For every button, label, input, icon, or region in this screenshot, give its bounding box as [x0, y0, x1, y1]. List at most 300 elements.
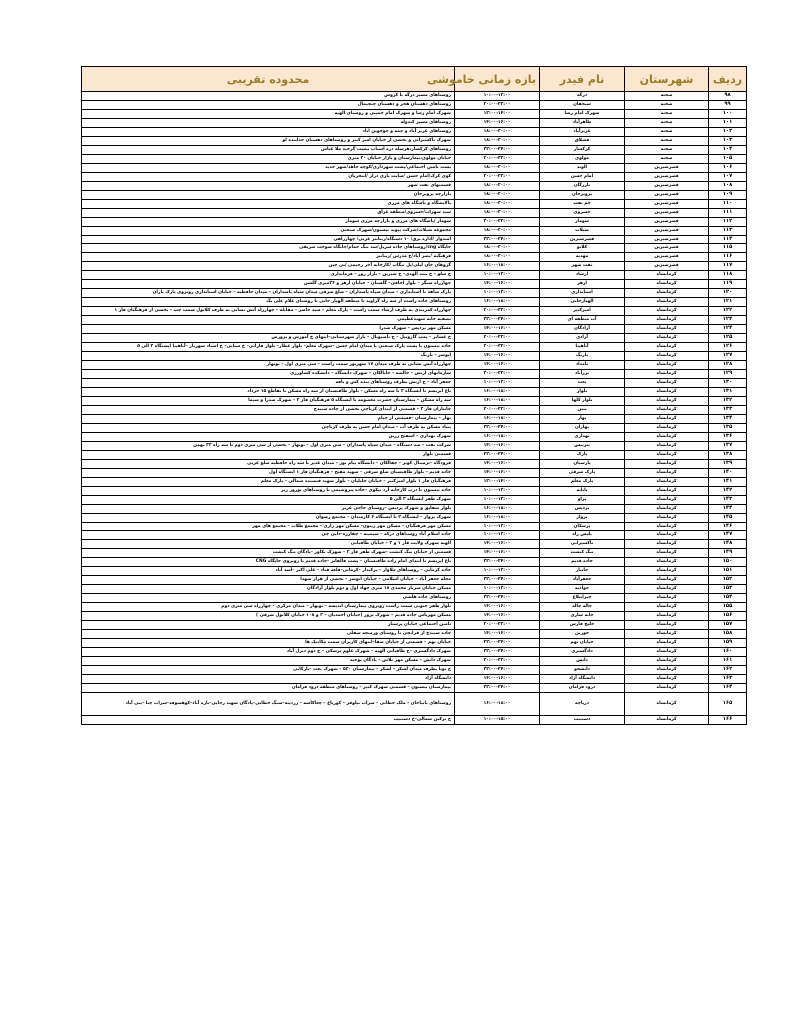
outage-time-cell: ۲۲:۰۰-۲۴:۰۰	[455, 235, 540, 244]
area-cell: چهارراه کمربندی به طرف ارشاد سمت راست – پارک معلم – سید حاضر – مقابله – چهارراه آتش نشانی به طرف کلانول سمت چپ – بخشی از فرهنگیان فاز ۱	[82, 307, 455, 316]
row-number-cell: ۱۰۲	[709, 127, 747, 136]
city-cell: قصرشیرین	[625, 181, 709, 190]
outage-time-cell: ۱۶:۰۰-۱۸:۰۰	[455, 504, 540, 513]
area-cell: قسمتی از خیابان تنگ کنشت –شهرک ظفر فاز ۲ – شهرک تکاور –پادگان تنگ کنشت	[82, 549, 455, 558]
city-cell: کرمانشاه	[625, 513, 709, 522]
table-row	[82, 405, 747, 414]
city-cell: قصرشیرین	[625, 172, 709, 181]
row-number-cell: ۱۴۹	[709, 549, 747, 558]
city-cell: کرمانشاه	[625, 531, 709, 540]
feeder-name-cell: جاده قدیم	[540, 558, 625, 567]
area-cell: روستاهای عزیز آباد و چمه و چوچوین اباد	[82, 127, 455, 136]
area-cell: روستاهای جاده هلشی	[82, 594, 455, 603]
city-cell: کرمانشاه	[625, 666, 709, 675]
area-cell: پالایشگاه و پاسگاه های مرزی	[82, 199, 455, 208]
outage-time-cell: ۲۲:۰۰-۲۴:۰۰	[455, 316, 540, 325]
row-number-cell: ۱۱۸	[709, 271, 747, 280]
city-cell: کرمانشاه	[625, 325, 709, 334]
outage-time-cell: ۲۰:۰۰-۲۲:۰۰	[455, 100, 540, 109]
table-row	[82, 163, 747, 172]
outage-time-cell: ۱۸:۰۰-۲۰:۰۰	[455, 181, 540, 190]
area-cell: تصفیه خانه شهیدعظیمی	[82, 316, 455, 325]
table-row	[82, 100, 747, 109]
outage-time-cell: ۲۲:۰۰-۲۴:۰۰	[455, 683, 540, 692]
feeder-name-cell: قصرشیرین	[540, 235, 625, 244]
feeder-name-cell: خسروی	[540, 208, 625, 217]
city-cell: کرمانشاه	[625, 396, 709, 405]
outage-time-cell: ۱۴:۰۰-۱۶:۰۰	[455, 352, 540, 361]
table-row	[82, 361, 747, 370]
feeder-name-cell: خیابان نهم	[540, 639, 625, 648]
table-row	[82, 450, 747, 459]
table-row	[82, 316, 747, 325]
city-cell: کرمانشاه	[625, 441, 709, 450]
outage-time-cell: ۱۸:۰۰-۲۰:۰۰	[455, 163, 540, 172]
area-cell: روستاهای مسیر درگه تا کروس	[82, 92, 455, 101]
area-cell: شهرک ظفر ایستگاه ۳ الی ۵	[82, 495, 455, 504]
outage-schedule-page	[81, 66, 746, 725]
area-cell: خ سلو – خ بنت الهدی– خ شیرین – بازار روز – فرمانداری	[82, 271, 455, 280]
feeder-name-cell: بامداد	[540, 361, 625, 370]
feeder-name-cell: طاهرآباد	[540, 118, 625, 127]
city-cell: کرمانشاه	[625, 468, 709, 477]
table-row	[82, 432, 747, 441]
feeder-name-cell: امیرکبیر	[540, 307, 625, 316]
table-row	[82, 217, 747, 226]
outage-time-cell: ۲۲:۰۰-۲۴:۰۰	[455, 648, 540, 657]
table-row	[82, 477, 747, 486]
area-cell: جاده کرمانی – روستاهای ملاوار – برکندار –کرمانی–قلعه قباد – علی اکبر –اسد آباد	[82, 567, 455, 576]
outage-time-cell: ۱۸:۰۰-۲۰:۰۰	[455, 190, 540, 199]
feeder-name-cell: بلوار کلها	[540, 396, 625, 405]
area-cell: خیابان نهم – قسمتی از خیابان صفا–انتهای کاربران سمت مکانیک ها	[82, 639, 455, 648]
outage-time-cell: ۱۸:۰۰-۲۰:۰۰	[455, 244, 540, 253]
table-row	[82, 396, 747, 405]
feeder-name-cell: تنگ کنشت	[540, 549, 625, 558]
outage-time-cell: ۱۸:۰۰-۲۰:۰۰	[455, 226, 540, 235]
city-cell: قصرشیرین	[625, 226, 709, 235]
city-cell: کرمانشاه	[625, 603, 709, 612]
outage-time-cell: ۲۰:۰۰-۲۲:۰۰	[455, 154, 540, 163]
row-number-cell: ۱۱۱	[709, 208, 747, 217]
feeder-name-cell: سومار	[540, 217, 625, 226]
table-row	[82, 181, 747, 190]
area-cell: بهار – بیمارستان –قسمتی از خیام	[82, 414, 455, 423]
row-number-cell: ۱۰۷	[709, 172, 747, 181]
row-number-cell: ۱۱۷	[709, 262, 747, 271]
outage-time-cell: ۱۰:۰۰-۱۲:۰۰	[455, 522, 540, 531]
feeder-name-cell: پارک شرقی	[540, 468, 625, 477]
area-cell: روستاهای کرکسار،هرسله دره اسباب بیست گرخند ملا عباس	[82, 145, 455, 154]
row-number-cell: ۱۱۲	[709, 217, 747, 226]
row-number-cell: ۱۳۸	[709, 450, 747, 459]
feeder-name-cell: پارسیان	[540, 459, 625, 468]
table-row	[82, 639, 747, 648]
outage-time-cell: ۱۰:۰۰-۱۲:۰۰	[455, 486, 540, 495]
feeder-name-cell: پارک معلم	[540, 477, 625, 486]
city-cell: کرمانشاه	[625, 567, 709, 576]
feeder-name-cell: خلیج فارس	[540, 621, 625, 630]
row-number-cell: ۱۴۲	[709, 486, 747, 495]
table-row	[82, 540, 747, 549]
feeder-name-cell: پردیس	[540, 504, 625, 513]
feeder-name-cell: چم نفت	[540, 199, 625, 208]
city-cell: کرمانشاه	[625, 683, 709, 692]
row-number-cell: ۱۶۱	[709, 657, 747, 666]
area-cell: روستاهای دهستان هجر و دهستان چنچیمال	[82, 100, 455, 109]
table-row	[82, 621, 747, 630]
feeder-name-cell: بعث	[540, 379, 625, 388]
area-cell: جاده بیستون تا پست پارک صنعتی تا میدان امام حسن –شهرک معلم– بلوار عطار– بلوار فارابی– خ ستایی– خ استاد شهریار –آناهیتا ایستگاه ۳ الی ۵	[82, 343, 455, 352]
feeder-name-cell: پزشکان	[540, 522, 625, 531]
feeder-name-cell: کلاتو	[540, 244, 625, 253]
row-number-cell: ۱۲۷	[709, 352, 747, 361]
row-number-cell: ۱۵۸	[709, 630, 747, 639]
area-cell: مسکن خیابان سرباز محمدی ۱۸ متری جهاد اول و دوم بلوار آزادگان	[82, 585, 455, 594]
area-cell: شهرک پرواز – ایستگاه ۲ تا ایستگاه ۶ کارمندان – مجتمع رضوان	[82, 513, 455, 522]
area-cell: دانشگاه آزاد	[82, 674, 455, 683]
feeder-name-cell: درگه	[540, 92, 625, 101]
outage-time-cell: ۱۴:۰۰-۱۶:۰۰	[455, 549, 540, 558]
city-cell: کرمانشاه	[625, 621, 709, 630]
area-cell: شهرک ناکسیرانی و بخشی از خیابان امیر کبیر و روستاهای دهستان خدابنده لو	[82, 136, 455, 145]
row-number-cell: ۱۰۰	[709, 109, 747, 118]
outage-time-cell: ۱۴:۰۰-۱۶:۰۰	[455, 325, 540, 334]
feeder-name-cell: دانشگاه آزاد	[540, 674, 625, 683]
city-cell: صحنه	[625, 100, 709, 109]
table-row	[82, 154, 747, 163]
outage-time-cell: ۲۲:۰۰-۲۴:۰۰	[455, 450, 540, 459]
outage-time-cell: ۱۴:۰۰-۱۶:۰۰	[455, 540, 540, 549]
outage-time-cell: ۱۴:۰۰-۱۶:۰۰	[455, 468, 540, 477]
table-row	[82, 576, 747, 585]
outage-time-cell: ۱۴:۰۰-۱۶:۰۰	[455, 361, 540, 370]
feeder-name-cell: بهار	[540, 414, 625, 423]
city-cell: کرمانشاه	[625, 558, 709, 567]
feeder-name-cell: آزادی	[540, 334, 625, 343]
row-number-cell: ۱۱۵	[709, 244, 747, 253]
area-cell: شهرک بهداری – اسفنج زرین	[82, 432, 455, 441]
outage-time-cell: ۱۰:۰۰-۱۲:۰۰	[455, 495, 540, 504]
row-number-cell: ۱۱۴	[709, 235, 747, 244]
area-cell: بلوار شقایق و شهرک پردیس –روستای حاجی عزیز	[82, 504, 455, 513]
city-cell: کرمانشاه	[625, 657, 709, 666]
city-cell: قصرشیرین	[625, 208, 709, 217]
city-cell: قصرشیرین	[625, 235, 709, 244]
outage-time-cell: ۱۸:۰۰-۲۰:۰۰	[455, 199, 540, 208]
row-number-cell: ۱۵۵	[709, 603, 747, 612]
city-cell: کرمانشاه	[625, 316, 709, 325]
row-number-cell: ۱۳۹	[709, 459, 747, 468]
outage-time-cell: ۱۰:۰۰-۱۲:۰۰	[455, 289, 540, 298]
outage-time-cell: ۱۶:۰۰-۱۸:۰۰	[455, 414, 540, 423]
column-header-feeder-name: نام فیدر	[540, 67, 625, 92]
city-cell: صحنه	[625, 118, 709, 127]
feeder-name-cell: شیلات	[540, 226, 625, 235]
row-number-cell: ۹۹	[709, 100, 747, 109]
area-cell: باغ ابریشم تا ابتدای امام زاده طاقبستان – پشت فالفانر –جاده قدیم تا روبروی جایگاه CNG	[82, 558, 455, 567]
feeder-name-cell: آزادگان	[540, 325, 625, 334]
area-cell: سومار /پاسگاه های مرزی و بازارچه مرزی سومار	[82, 217, 455, 226]
area-cell: خ عشایر – پمپ گازوییل – خ ناصیونال – بازار شهرستانی–انتهای خ آموزش و پرورش	[82, 334, 455, 343]
outage-time-cell: ۱۴:۰۰-۱۶:۰۰	[455, 603, 540, 612]
area-cell: قسمتی بلوار	[82, 450, 455, 459]
city-cell: صحنه	[625, 109, 709, 118]
row-number-cell: ۱۵۶	[709, 612, 747, 621]
outage-time-cell: ۲۰:۰۰-۲۲:۰۰	[455, 343, 540, 352]
row-number-cell: ۱۵۴	[709, 594, 747, 603]
outage-time-cell: ۱۴:۰۰-۱۶:۰۰	[455, 459, 540, 468]
table-row	[82, 145, 747, 154]
city-cell: کرمانشاه	[625, 585, 709, 594]
outage-time-cell: ۱۴:۰۰-۱۶:۰۰	[455, 630, 540, 639]
row-number-cell: ۱۰۸	[709, 181, 747, 190]
table-row	[82, 307, 747, 316]
feeder-name-cell: ارشاد	[540, 271, 625, 280]
row-number-cell: ۱۳۱	[709, 387, 747, 396]
feeder-name-cell: سنجقان	[540, 100, 625, 109]
row-number-cell: ۱۲۰	[709, 289, 747, 298]
table-row	[82, 414, 747, 423]
outage-time-cell: ۱۴:۰۰-۱۶:۰۰	[455, 280, 540, 289]
outage-time-cell: ۱۶:۰۰-۱۸:۰۰	[455, 262, 540, 271]
feeder-name-cell: درود فرامان	[540, 683, 625, 692]
row-number-cell: ۱۰۹	[709, 190, 747, 199]
table-row	[82, 594, 747, 603]
area-cell: خ ترکین شمالی–خ دستنیب	[82, 715, 455, 724]
table-row	[82, 504, 747, 513]
city-cell: قصرشیرین	[625, 262, 709, 271]
outage-time-cell: ۱۰:۰۰-۱۲:۰۰	[455, 567, 540, 576]
row-number-cell: ۱۵۲	[709, 576, 747, 585]
city-cell: کرمانشاه	[625, 594, 709, 603]
feeder-name-cell: بلوار	[540, 387, 625, 396]
area-cell: روستاهای بانیاحان – ملک خطابی – سراب نیلوفر – کورباغ – چغاکاسه – زردینه–سنگ خطابی–پادگان شهید رجایی–تازه آباد–کوهسوفد–سراب چنا –بنی آباد	[82, 692, 455, 715]
city-cell: کرمانشاه	[625, 674, 709, 683]
area-cell: شهرک دانش – مسکن مهر تلاش – پادگان توحید	[82, 657, 455, 666]
table-row	[82, 226, 747, 235]
table-row	[82, 683, 747, 692]
row-number-cell: ۱۲۶	[709, 343, 747, 352]
row-number-cell: ۱۲۲	[709, 307, 747, 316]
area-cell: مسکن مهرپاس جاده قدیم – شهرک پروز (خیابان احمدیان – ۲ و ۱۰۸ خیابان کلانول شرقی )	[82, 612, 455, 621]
row-number-cell: ۱۶۶	[709, 715, 747, 724]
row-number-cell: ۱۶۳	[709, 674, 747, 683]
outage-time-cell: ۱۸:۰۰-۲۰:۰۰	[455, 253, 540, 262]
area-cell: سید سهراب/خسروی/منطقه عراق	[82, 208, 455, 217]
feeder-name-cell: کرکسار	[540, 145, 625, 154]
city-cell: صحنه	[625, 136, 709, 145]
feeder-name-cell: الهیارخانی	[540, 298, 625, 307]
row-number-cell: ۱۲۴	[709, 325, 747, 334]
row-number-cell: ۱۰۴	[709, 145, 747, 154]
table-row	[82, 253, 747, 262]
row-number-cell: ۱۲۳	[709, 316, 747, 325]
area-cell: شهرک دادگستری –خ طاقبانی الهیه – شهرک علوم پزشکی – خ دوم دیزل آباد	[82, 648, 455, 657]
city-cell: کرمانشاه	[625, 280, 709, 289]
feeder-name-cell: پرواز	[540, 513, 625, 522]
city-cell: کرمانشاه	[625, 715, 709, 724]
city-cell: کرمانشاه	[625, 495, 709, 504]
area-cell: بلوار ظفر جنوبی سمت راست روبروی بیمارستان اندیشه – نوبهار – میدان مرکزی – چهارراه سی متری دوم	[82, 603, 455, 612]
area-cell: انوشر – بارنگ	[82, 352, 455, 361]
outage-time-cell: ۱۰:۰۰-۱۲:۰۰	[455, 92, 540, 101]
area-cell: شرکت نفت – صد دستگاه – میدان سپاه پاسداران – سی متری اول – نوبهار – بخشی از سی متری دوم تا سه راه ۳۲ بهمن	[82, 441, 455, 450]
row-number-cell: ۱۵۹	[709, 639, 747, 648]
table-row	[82, 271, 747, 280]
outage-time-cell: ۱۴:۰۰-۱۶:۰۰	[455, 441, 540, 450]
outage-time-cell: ۲۲:۰۰-۲۴:۰۰	[455, 558, 540, 567]
feeder-name-cell: بهداری	[540, 432, 625, 441]
outage-time-cell: ۲۰:۰۰-۲۲:۰۰	[455, 405, 540, 414]
table-row	[82, 244, 747, 253]
table-row	[82, 325, 747, 334]
table-row	[82, 370, 747, 379]
row-number-cell: ۱۶۲	[709, 666, 747, 675]
column-header-row-number: ردیف	[709, 67, 747, 92]
city-cell: قصرشیرین	[625, 190, 709, 199]
outage-time-cell: ۱۶:۰۰-۱۸:۰۰	[455, 513, 540, 522]
column-header-city: شهرستان	[625, 67, 709, 92]
row-number-cell: ۱۴۰	[709, 468, 747, 477]
table-row	[82, 585, 747, 594]
outage-time-cell: ۱۶:۰۰-۱۸:۰۰	[455, 396, 540, 405]
table-row	[82, 522, 747, 531]
area-cell: جاده قدیم – بلوار طاقبستان ضلع شرقی – شهید مفتح – فرهنگیان فاز ۱ ایستگاه اول	[82, 468, 455, 477]
outage-time-cell: ۱۰:۰۰-۱۲:۰۰	[455, 585, 540, 594]
area-cell: بیمارستان بیستون – قسمتی شهرک کبیر – روستاهای منطقه درود فرامان	[82, 683, 455, 692]
row-number-cell: ۱۳۲	[709, 396, 747, 405]
feeder-name-cell: پراو	[540, 495, 625, 504]
table-row	[82, 558, 747, 567]
outage-time-cell: ۱۸:۰۰-۲۰:۰۰	[455, 127, 540, 136]
outage-time-cell: ۲۰:۰۰-۲۲:۰۰	[455, 334, 540, 343]
table-row	[82, 118, 747, 127]
area-cell: بازارچه پرویزخان	[82, 190, 455, 199]
table-row	[82, 549, 747, 558]
row-number-cell: ۱۴۴	[709, 504, 747, 513]
feeder-name-cell: شهرک امام رضا	[540, 109, 625, 118]
outage-time-cell: ۱۸:۰۰-۲۰:۰۰	[455, 208, 540, 217]
table-row	[82, 495, 747, 504]
area-cell: محله جعفر آباد – خیابان اسلامی – خیابان انوشر – بخشی از هزار شهدا	[82, 576, 455, 585]
city-cell: کرمانشاه	[625, 549, 709, 558]
table-row	[82, 603, 747, 612]
area-cell: مسکن مهر فرهنگیان – مسکن مهر زیتون– مسکن مهر رازی – مجتمع طلاب – مجتمع های مهر	[82, 522, 455, 531]
area-cell: چهارراه سنگر – بلوار اجاقی– گلستان – خیابان ازهر و ۳۶متری گلشن	[82, 280, 455, 289]
area-cell: شهرک امام رضا و شهرک امام خمینی و روستای الهیه	[82, 109, 455, 118]
feeder-name-cell: قشلاق	[540, 136, 625, 145]
row-number-cell: ۱۰۶	[709, 163, 747, 172]
city-cell: کرمانشاه	[625, 334, 709, 343]
outage-time-cell: ۱۶:۰۰-۱۸:۰۰	[455, 692, 540, 715]
row-number-cell: ۱۴۱	[709, 477, 747, 486]
feeder-name-cell: امام حسن	[540, 172, 625, 181]
city-cell: کرمانشاه	[625, 692, 709, 715]
area-cell: خیابان مولوی،بیمارستان و بازار خیابان ۲۰ متری	[82, 154, 455, 163]
outage-time-cell: ۲۲:۰۰-۲۴:۰۰	[455, 639, 540, 648]
city-cell: کرمانشاه	[625, 307, 709, 316]
outage-time-cell: ۱۴:۰۰-۱۶:۰۰	[455, 674, 540, 683]
table-row	[82, 513, 747, 522]
table-row	[82, 468, 747, 477]
area-cell: پشت تامین اجتماعی/پشت شهرداری/کوچه جاهد/شهر جدید	[82, 163, 455, 172]
table-row	[82, 692, 747, 715]
city-cell: صحنه	[625, 92, 709, 101]
table-row	[82, 298, 747, 307]
area-cell: تامین اجتماعی خیابان پرستار	[82, 621, 455, 630]
feeder-name-cell: الوند	[540, 163, 625, 172]
city-cell: کرمانشاه	[625, 540, 709, 549]
table-row	[82, 109, 747, 118]
feeder-name-cell: بهاران	[540, 423, 625, 432]
row-number-cell: ۱۳۳	[709, 405, 747, 414]
city-cell: صحنه	[625, 145, 709, 154]
feeder-name-cell: برزآباد	[540, 370, 625, 379]
city-cell: کرمانشاه	[625, 522, 709, 531]
city-cell: کرمانشاه	[625, 414, 709, 423]
row-number-cell: ۱۴۸	[709, 540, 747, 549]
area-cell: جعفر آباد – خ ارتش بطرف روستاهای بنده کش و بافه	[82, 379, 455, 388]
row-number-cell: ۱۱۶	[709, 253, 747, 262]
area-cell: فرهنگیه /نصر آباد/خ مدرس /زینانبر	[82, 253, 455, 262]
row-number-cell: ۱۳۵	[709, 423, 747, 432]
row-number-cell: ۱۴۵	[709, 513, 747, 522]
feeder-name-cell: آناهیتا	[540, 343, 625, 352]
feeder-name-cell: نفت شهر	[540, 262, 625, 271]
table-row	[82, 92, 747, 101]
row-number-cell: ۱۱۳	[709, 226, 747, 235]
feeder-name-cell: جابنار	[540, 567, 625, 576]
area-cell: روستاهای جاده راست از سه راه گراوند تا منطقه الهیار خانی تا روستای غلام علی بگ	[82, 298, 455, 307]
feeder-name-cell: آب منطقه ای	[540, 316, 625, 325]
row-number-cell: ۱۳۷	[709, 441, 747, 450]
row-number-cell: ۱۳۰	[709, 379, 747, 388]
outage-time-cell: ۲۰:۰۰-۲۲:۰۰	[455, 370, 540, 379]
area-cell: سازمانهای ارتش – خالصه – جانالکان – شهرک دانشگاه – دانشکده کشاورزی	[82, 370, 455, 379]
feeder-name-cell: دانش	[540, 657, 625, 666]
feeder-name-cell: عزیزآباد	[540, 127, 625, 136]
area-cell: گروهان خان لیلی/پل تنگاب /کارخانه آجر رحیمی /نی چین	[82, 262, 455, 271]
feeder-name-cell: پارک	[540, 450, 625, 459]
row-number-cell: ۱۶۵	[709, 692, 747, 715]
city-cell: کرمانشاه	[625, 423, 709, 432]
city-cell: کرمانشاه	[625, 271, 709, 280]
table-row	[82, 208, 747, 217]
city-cell: قصرشیرین	[625, 253, 709, 262]
table-row	[82, 486, 747, 495]
feeder-name-cell: دریاچه	[540, 692, 625, 715]
row-number-cell: ۱۲۹	[709, 370, 747, 379]
table-row	[82, 343, 747, 352]
row-number-cell: ۱۵۰	[709, 558, 747, 567]
row-number-cell: ۱۳۶	[709, 432, 747, 441]
outage-time-cell: ۱۰:۰۰-۱۲:۰۰	[455, 271, 540, 280]
outage-time-cell: ۱۴:۰۰-۱۶:۰۰	[455, 612, 540, 621]
table-row	[82, 648, 747, 657]
outage-time-cell: ۲۲:۰۰-۲۴:۰۰	[455, 145, 540, 154]
feeder-name-cell: بیزنیس	[540, 441, 625, 450]
area-cell: الهیه شهرک ولایت فاز ۱ و ۲ – خیابان طاقبانی	[82, 540, 455, 549]
table-row	[82, 172, 747, 181]
table-row	[82, 280, 747, 289]
area-cell: چهارراه آتش نشانی به طرف میدان ۱۷ شهریور سمت راست – سی متری اول – نوبهار	[82, 361, 455, 370]
city-cell: کرمانشاه	[625, 612, 709, 621]
row-number-cell: ۱۴۷	[709, 531, 747, 540]
city-cell: کرمانشاه	[625, 370, 709, 379]
column-header-outage-time: بازه زمانی خاموشی	[455, 67, 540, 92]
city-cell: کرمانشاه	[625, 298, 709, 307]
